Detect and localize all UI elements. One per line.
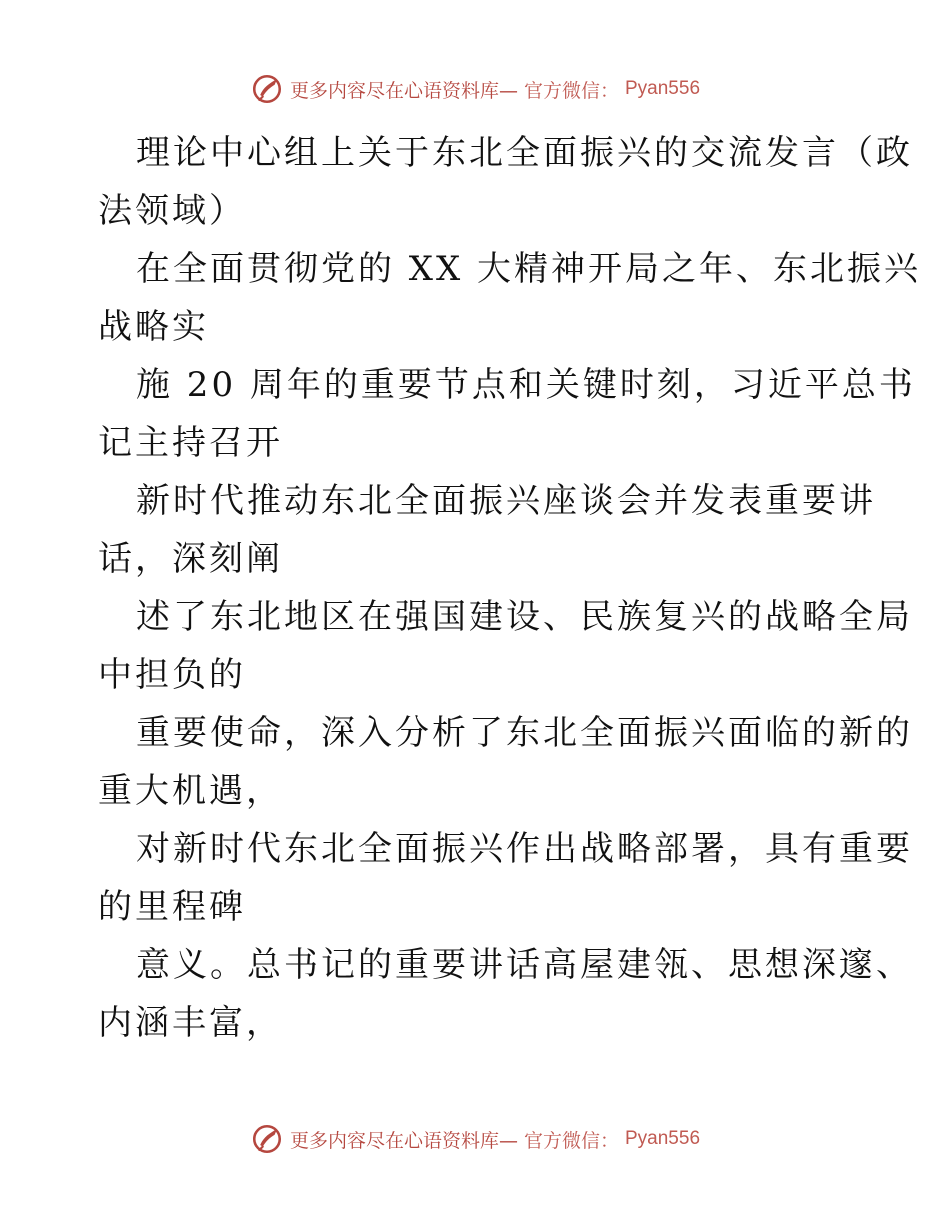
text-line: 对新时代东北全面振兴作出战略部署，具有重要 (136, 829, 913, 869)
text-line: 重大机遇， (98, 771, 283, 811)
text-line: 理论中心组上关于东北全面振兴的交流发言（政 (136, 133, 913, 173)
text-line: 施 20 周年的重要节点和关键时刻，习近平总书 (136, 365, 916, 405)
text-line: 法领域） (98, 191, 246, 231)
banner-wechat-label: 官方微信： (523, 79, 619, 102)
text-line: 的里程碑 (98, 887, 246, 927)
text-line: 战略实 (98, 307, 209, 347)
banner-wechat-label: 官方微信： (523, 1129, 619, 1152)
document-body (98, 124, 922, 1052)
banner-text: 更多内容尽在心语资料库— (289, 79, 518, 102)
text-line: 述了东北地区在强国建设、民族复兴的战略全局 (136, 597, 913, 637)
banner-wechat-id: Pyan556 (625, 78, 701, 99)
text-line: 重要使命，深入分析了东北全面振兴面临的新的 (136, 713, 913, 753)
header-banner (0, 72, 950, 106)
logo-icon (250, 1122, 284, 1156)
text-line: 话，深刻阐 (98, 539, 283, 579)
logo-icon (250, 72, 284, 106)
text-line: 记主持召开 (98, 423, 283, 463)
text-line: 意义。总书记的重要讲话高屋建瓴、思想深邃、 (136, 945, 913, 985)
banner-wechat-id: Pyan556 (625, 1128, 701, 1149)
text-line: 内涵丰富， (98, 1003, 283, 1043)
text-line: 中担负的 (98, 655, 246, 695)
banner-text: 更多内容尽在心语资料库— (289, 1129, 518, 1152)
text-line: 在全面贯彻党的 XX 大精神开局之年、东北振兴 (136, 249, 922, 289)
text-line: 新时代推动东北全面振兴座谈会并发表重要讲 (136, 481, 876, 521)
footer-banner (0, 1122, 950, 1156)
